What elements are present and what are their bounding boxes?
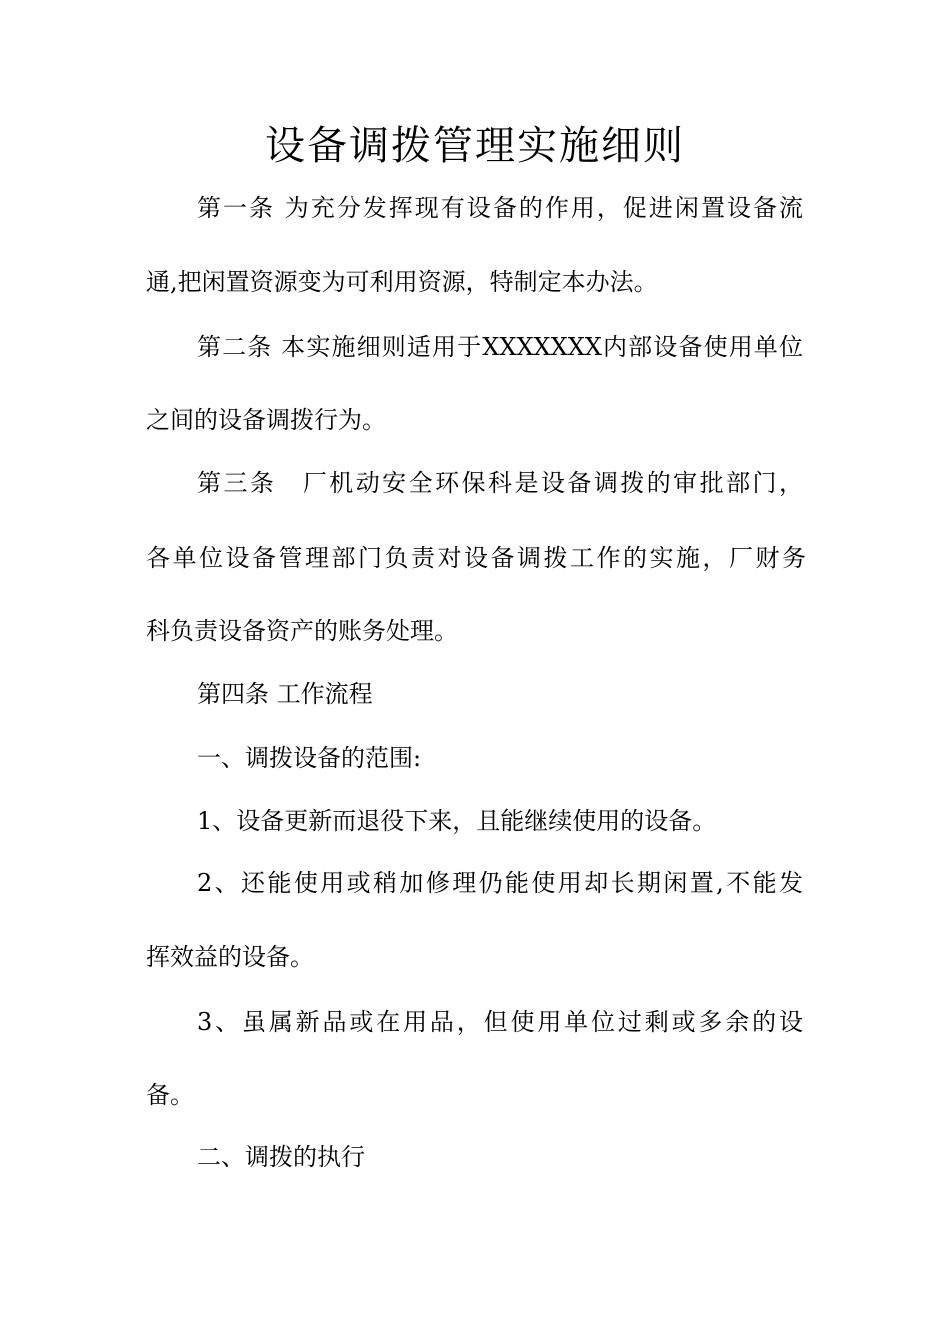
- article-3-line-1: 第三条 厂机动安全环保科是设备调拨的审批部门，: [197, 469, 803, 497]
- item-2-line-1: 2、还能使用或稍加修理仍能使用却长期闲置,不能发: [197, 869, 803, 897]
- article-2-line-1: 第二条 本实施细则适用于XXXXXXX内部设备使用单位: [197, 333, 803, 361]
- item-1: 1、设备更新而退役下来，且能继续使用的设备。: [197, 807, 717, 835]
- article-4-heading: 第四条 工作流程: [197, 680, 373, 708]
- document-title: 设备调拨管理实施细则: [265, 123, 685, 169]
- section-1-heading: 一、调拨设备的范围:: [197, 744, 422, 772]
- article-1-line-1: 第一条 为充分发挥现有设备的作用，促进闲置设备流: [197, 194, 803, 222]
- item-2-line-2: 挥效益的设备。: [146, 943, 314, 971]
- item-3-line-2: 备。: [146, 1081, 194, 1109]
- article-3-line-3: 科负责设备资产的账务处理。: [146, 617, 458, 645]
- item-3-line-1: 3、虽属新品或在用品，但使用单位过剩或多余的设: [197, 1008, 803, 1036]
- article-3-line-2: 各单位设备管理部门负责对设备调拨工作的实施，厂财务: [146, 544, 806, 572]
- section-2-heading: 二、调拨的执行: [197, 1143, 365, 1171]
- article-2-line-2: 之间的设备调拨行为。: [146, 406, 386, 434]
- article-1-line-2: 通,把闲置资源变为可利用资源，特制定本办法。: [146, 268, 658, 296]
